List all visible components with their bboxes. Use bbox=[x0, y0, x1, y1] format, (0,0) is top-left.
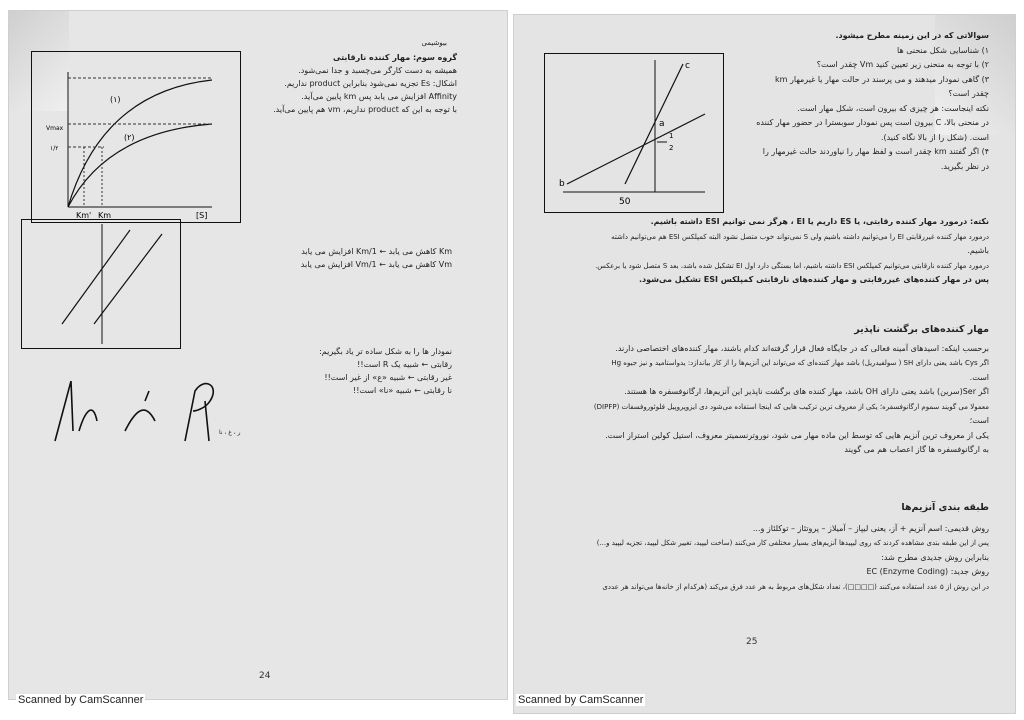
text-line: اگر Ser(سرین) باشد یعنی دارای OH باشد، مهار کننده های برگشت ناپذیر این آنزیم‌ها، ارگانوفسفره ها هستند. bbox=[624, 387, 989, 396]
parallel-lines-svg bbox=[22, 220, 180, 348]
km-vm-block bbox=[192, 245, 452, 271]
km-line: Km کاهش می یابد ← 1/Km افزایش می یابد bbox=[301, 247, 452, 256]
curve-1-label: (۱) bbox=[110, 95, 121, 104]
line-b bbox=[567, 114, 705, 184]
summary-line: نا رقابتی ← شبیه «نا» است!! bbox=[353, 386, 452, 395]
text-line: باشیم. bbox=[967, 246, 989, 255]
label-a: a bbox=[659, 119, 665, 129]
vm-line: Vm کاهش می یابد ← 1/Vm افزایش می یابد bbox=[300, 260, 452, 269]
text-line: است. bbox=[969, 372, 989, 382]
camscanner-label-left: Scanned by CamScanner bbox=[18, 694, 144, 706]
irreversible-section bbox=[529, 323, 989, 458]
text-line: همیشه به دست کارگر می‌چسبد و جدا نمی‌شود. bbox=[298, 66, 457, 75]
lb-graph-svg bbox=[545, 54, 723, 212]
text-line: نکته اینجاست: هر چیزی که بیرون است، شکل مهار است. bbox=[797, 103, 989, 113]
page-number: 24 bbox=[259, 671, 271, 681]
text-line: درمورد مهار کننده غیررقابتی EI را می‌توانیم داشته باشیم ولی S نمی‌تواند خوب متصل نشود البته کمپلکس ESI هم می‌توانیم داشته bbox=[611, 232, 989, 241]
camscanner-label-right: Scanned by CamScanner bbox=[518, 694, 644, 706]
curve-2-label: (۲) bbox=[124, 133, 135, 142]
text-line: ۳) گاهی نمودار میدهند و می پرسند در حالت مهار یا غیرمهار km bbox=[775, 74, 989, 84]
text-line: Affinity افزایش می یابد پس km پایین می‌آید. bbox=[301, 92, 457, 101]
line-2 bbox=[94, 234, 162, 324]
text-line: روش قدیمی: اسم آنزیم + آز، یعنی لیپاز – آمیلاز – پروتئاز – توکلئاز و... bbox=[752, 523, 989, 533]
text-line: معمولا می گویند سموم ارگانوفسفره؛ یکی از معروف ترین ترکیب هایی که اینجا استفاده می‌شود دی ایزوپروپیل فلوئوروفسفات (DIPFP) bbox=[593, 402, 989, 411]
text-line: ۲) با توجه به منحنی زیر تعیین کنید Vm چقدر است؟ bbox=[816, 60, 989, 69]
questions-title: سوالاتی که در این زمینه مطرح میشود. bbox=[835, 31, 989, 40]
right-page bbox=[513, 14, 1016, 714]
text-line: یکی از معروف ترین آنزیم هایی که توسط این ماده مهار می شود، نوروترنسمیتر معروف، استیل کولین استراز است. bbox=[605, 430, 989, 440]
text-line: اگر Cys باشد یعنی دارای SH ( سولفیدریل) باشد مهار کننده‌ای که می‌تواند این آنزیم‌ها را از کار بیاندازد: یدواستامید و نیز جیوه Hg bbox=[611, 359, 989, 367]
questions-block bbox=[734, 29, 989, 174]
summary-line: رقابتی ← شبیه یک R است!! bbox=[357, 360, 452, 369]
text-line: در منحنی بالا، C بیرون است پس نمودار سوبسترا در حضور مهار کننده bbox=[756, 118, 989, 127]
left-page bbox=[8, 10, 508, 700]
text-line: است. (شکل را از بالا نگاه کنید). bbox=[880, 132, 989, 142]
vmax-label: Vmax bbox=[46, 125, 64, 132]
header-label: بیوشیمی bbox=[421, 39, 447, 47]
signature-caption: ر ، غ ، نا bbox=[219, 429, 241, 436]
text-line: در این روش از ۵ عدد استفاده می‌کنند (□□□□)، تعداد شکل‌های مربوط به هر عدد فرق می‌کند (هرکدام از خانه‌ها می‌تواند هر عددی bbox=[602, 582, 989, 591]
text-line: ۱) شناسایی شکل منحنی ها bbox=[897, 45, 989, 55]
classification-section bbox=[529, 501, 989, 594]
text-line: پس در مهار کننده‌های غیررقابتی و مهار کننده‌های نارقابتی کمپلکس ESI تشکیل می‌شود. bbox=[638, 275, 989, 284]
text-line: بنابراین روش جدیدی مطرح شد: bbox=[881, 552, 989, 562]
text-line: اشکال: Es تجزیه نمی‌شود بنابراین product نداریم. bbox=[284, 79, 457, 88]
graph-lineweaver-burk bbox=[544, 53, 724, 213]
km-label: Km bbox=[98, 211, 112, 220]
section-title: گروه سوم: مهار کننده نارقابتی bbox=[333, 53, 457, 62]
text-line: با توجه به این که product نداریم، vm هم پایین می‌آید. bbox=[273, 105, 457, 114]
s-label: [S] bbox=[196, 211, 208, 220]
graph-parallel-lines bbox=[21, 219, 181, 349]
label-50: 50 bbox=[619, 197, 631, 207]
line-1 bbox=[62, 230, 130, 324]
page-number: 25 bbox=[746, 637, 758, 647]
text-line: در نظر بگیرید. bbox=[940, 161, 989, 171]
fraction-den: 2 bbox=[669, 144, 674, 152]
text-line: به ارگانوفسفره ها گاز اعصاب هم می گویند bbox=[844, 445, 989, 454]
text-line: پس از این طبقه بندی مشاهده کردند که روی لیپیدها آنزیم‌های بسیار مختلفی کار می‌کنند (ساخت لیپید، تغییر شکل لیپید، تجزیه لیپید و...) bbox=[596, 539, 989, 547]
curve-1 bbox=[68, 80, 212, 207]
esi-notes-block bbox=[539, 215, 989, 288]
text-line: درمورد مهار کننده نارقابتی می‌توانیم کمپلکس ESI داشته باشیم، اما بستگی دارد اول EI تشکیل شده باشد، بعد S متصل شود یا برعکس. bbox=[595, 261, 989, 270]
section-title: مهار کننده‌های برگشت ناپذیر bbox=[854, 324, 989, 335]
text-line: ۴) اگر گفتند km چقدر است و لفظ مهار را نیاوردند حالت غیرمهار را bbox=[762, 147, 989, 156]
half-label: ۱/۲ bbox=[50, 145, 59, 152]
curve-2 bbox=[68, 124, 212, 207]
summary-line: غیر رقابتی ← شبیه «ع» از غیر است!! bbox=[324, 373, 452, 382]
fraction-num: 1 bbox=[669, 132, 674, 140]
label-c: c bbox=[685, 61, 690, 71]
label-b: b bbox=[559, 179, 565, 189]
line-c bbox=[625, 64, 683, 184]
text-line: نکته: درمورد مهار کننده رقابتی، یا ES داریم یا EI ، هرگز نمی توانیم ESI داشته باشیم. bbox=[650, 217, 989, 226]
km-prime-label: Km' bbox=[76, 211, 92, 220]
handwritten-letters bbox=[45, 371, 245, 461]
uncompetitive-text-block bbox=[207, 51, 457, 116]
text-line: چقدر است؟ bbox=[948, 89, 989, 98]
text-line: است؛ bbox=[969, 416, 989, 425]
text-line: روش جدید: EC (Enzyme Coding) bbox=[866, 567, 989, 576]
section-title: طبقه بندی آنزیم‌ها bbox=[901, 502, 989, 513]
text-line: برحسب اینکه: اسیدهای آمینه فعالی که در جایگاه فعال قرار گرفته‌اند کدام باشند، مهار کننده‌های اختصاصی دارند. bbox=[615, 343, 989, 353]
summary-line: نمودار ها را به شکل ساده تر یاد بگیریم: bbox=[319, 347, 452, 356]
